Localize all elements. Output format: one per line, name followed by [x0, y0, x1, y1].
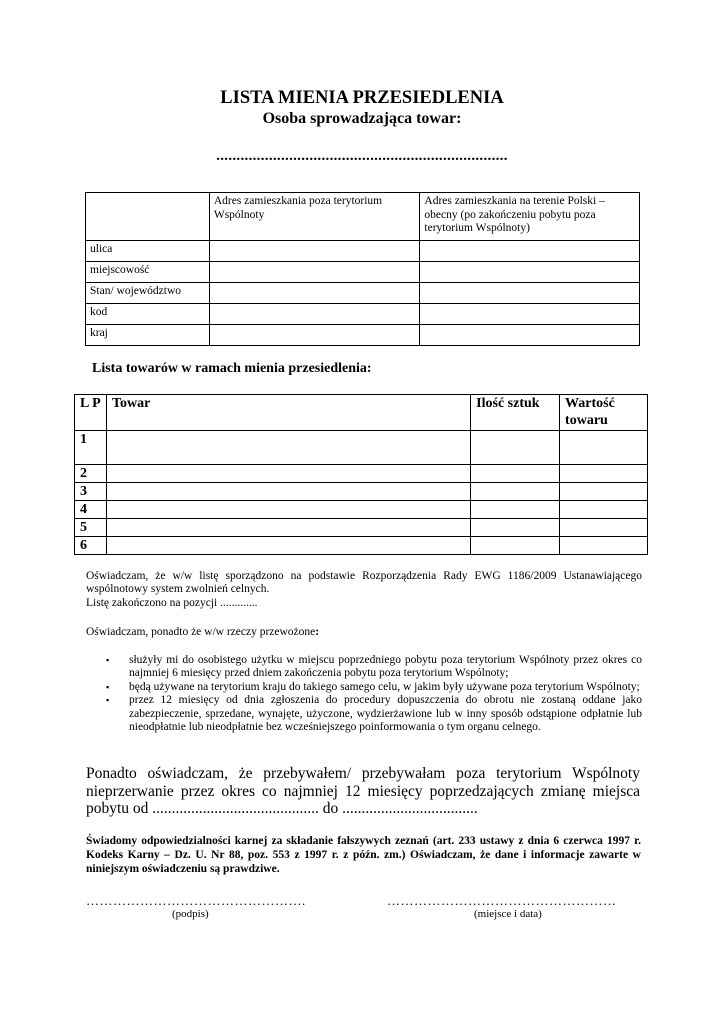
goods-table: [74, 394, 648, 555]
goods-header-ilosc: Ilość sztuk: [471, 395, 560, 431]
goods-cell-towar[interactable]: [106, 519, 470, 537]
address-table: [85, 192, 640, 346]
address-cell-poland[interactable]: [420, 304, 640, 325]
name-fill-line: ........................................................................: [216, 148, 508, 164]
address-cell-abroad[interactable]: [209, 241, 420, 262]
goods-cell-ilosc[interactable]: [471, 501, 560, 519]
address-cell-poland[interactable]: [420, 325, 640, 346]
goods-row-number: 1: [75, 431, 107, 465]
declaration-paragraph-2: [86, 626, 642, 639]
goods-row-number: 2: [75, 465, 107, 483]
address-cell-poland[interactable]: [420, 283, 640, 304]
goods-row-number: 6: [75, 537, 107, 555]
residence-declaration: Ponadto oświadczam, że przebywałem/ przebywałam poza terytorium Wspólnoty nieprzerwanie przez okres co najmniej 12 miesięcy poprzedzających zmianę miejsca pobytu od ........................................... do ...................................: [86, 765, 640, 817]
page-title: LISTA MIENIA PRZESIEDLENIA: [220, 88, 504, 108]
address-cell-abroad[interactable]: [209, 262, 420, 283]
goods-cell-ilosc[interactable]: [471, 465, 560, 483]
goods-cell-towar[interactable]: [106, 501, 470, 519]
goods-cell-towar[interactable]: [106, 537, 470, 555]
address-row-label: Stan/ województwo: [86, 283, 210, 304]
square-bullet-icon: ▪: [106, 655, 110, 665]
address-col-poland-header: Adres zamieszkania na terenie Polski – obecny (po zakończeniu pobytu poza terytorium Wspólnoty): [420, 193, 640, 241]
declaration-last-position: Listę zakończono na pozycji .............: [86, 596, 258, 609]
goods-cell-towar[interactable]: [106, 483, 470, 501]
signature-label: (podpis): [172, 908, 209, 920]
bullet-text: przez 12 miesięcy od dnia zgłoszenia do procedury dopuszczenia do obrotu nie zostaną oddane jako zabezpieczenie, sprzedane, wynajęte, użyczone, wydzierżawione lub w inny sposób odstąpione odpłatnie lub nieodpłatnie lub nieodpłatnie bez wcześniejszego poinformowania o tym organu celnego.: [129, 694, 642, 734]
goods-cell-towar[interactable]: [106, 465, 470, 483]
place-date-label: (miejsce i data): [474, 908, 542, 920]
address-cell-abroad[interactable]: [209, 304, 420, 325]
signature-line[interactable]: ………………………………………….: [86, 893, 306, 908]
address-row-label: kraj: [86, 325, 210, 346]
goods-cell-wartosc[interactable]: [560, 519, 648, 537]
place-date-line[interactable]: ……………………………………………: [387, 893, 617, 908]
address-cell-abroad[interactable]: [209, 283, 420, 304]
list-item: [86, 681, 642, 694]
declaration-intro-colon: :: [315, 626, 320, 638]
list-item: [86, 654, 642, 681]
declaration-bullet-list: [86, 654, 642, 734]
address-col-abroad-header: Adres zamieszkania poza terytorium Wspólnoty: [209, 193, 420, 241]
goods-cell-wartosc[interactable]: [560, 501, 648, 519]
bullet-text: będą używane na terytorium kraju do takiego samego celu, w jakim były używane poza terytorium Wspólnoty;: [129, 680, 640, 693]
address-row-label: ulica: [86, 241, 210, 262]
declaration-paragraph-1: [86, 570, 642, 610]
goods-cell-wartosc[interactable]: [560, 431, 648, 465]
goods-header-towar: Towar: [106, 395, 470, 431]
address-cell-poland[interactable]: [420, 241, 640, 262]
square-bullet-icon: ▪: [106, 695, 110, 706]
declaration-intro-text: Oświadczam, ponadto że w/w rzeczy przewożone: [86, 626, 316, 638]
declaration-regulation-text: Oświadczam, że w/w listę sporządzono na podstawie Rozporządzenia Rady EWG 1186/2009 Ustanawiającego wspólnotowy system zwolnień celnych.: [86, 570, 642, 596]
goods-cell-wartosc[interactable]: [560, 483, 648, 501]
square-bullet-icon: ▪: [106, 681, 110, 692]
bullet-text: służyły mi do osobistego użytku w miejscu poprzedniego pobytu poza terytorium Wspólnoty przez okres co najmniej 6 miesięcy przed dniem zakończenia pobytu poza terytorium Wspólnoty;: [129, 654, 642, 680]
goods-row-number: 3: [75, 483, 107, 501]
goods-header-wartosc: Wartość towaru: [560, 395, 648, 431]
goods-cell-ilosc[interactable]: [471, 431, 560, 465]
list-item: [86, 694, 642, 734]
address-row-label: miejscowość: [86, 262, 210, 283]
goods-section-title: Lista towarów w ramach mienia przesiedlenia:: [92, 361, 372, 376]
page-subtitle: Osoba sprowadzająca towar:: [262, 110, 462, 127]
address-row-label: kod: [86, 304, 210, 325]
goods-cell-ilosc[interactable]: [471, 519, 560, 537]
goods-cell-ilosc[interactable]: [471, 537, 560, 555]
address-cell-abroad[interactable]: [209, 325, 420, 346]
address-cell-poland[interactable]: [420, 262, 640, 283]
criminal-liability-statement: Świadomy odpowiedzialności karnej za składanie fałszywych zeznań (art. 233 ustawy z dnia 6 czerwca 1997 r. Kodeks Karny – Dz. U. Nr 88, poz. 553 z 1997 r. z późn. zm.) Oświadczam, że dane i informacje zawarte w niniejszym oświadczeniu są prawdziwe.: [86, 835, 641, 875]
goods-header-lp: L P: [75, 395, 107, 431]
goods-cell-wartosc[interactable]: [560, 465, 648, 483]
goods-cell-towar[interactable]: [106, 431, 470, 465]
goods-row-number: 4: [75, 501, 107, 519]
goods-cell-ilosc[interactable]: [471, 483, 560, 501]
address-corner-cell: [86, 193, 210, 241]
goods-cell-wartosc[interactable]: [560, 537, 648, 555]
goods-row-number: 5: [75, 519, 107, 537]
